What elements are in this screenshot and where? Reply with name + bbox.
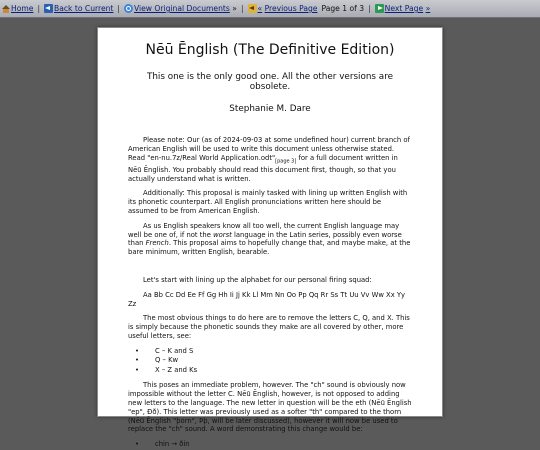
document-title: Nēū Ēnglish (The Definitive Edition) [145,42,395,58]
paragraph-worst [128,222,412,257]
home-link[interactable]: Home [11,4,34,13]
list-item: • chin → ðin [128,440,412,450]
nav-view-original[interactable] [122,4,239,13]
back-to-current-link[interactable]: Back to Current [54,4,114,13]
letter-replacement-list [128,347,412,376]
navigation-bar [0,0,540,18]
page-status: Page 1 of 3 [321,4,365,13]
next-page-suffix[interactable]: » [425,4,431,13]
paragraph-remove-letters: The most obvious things to do here are to remove the letters C, Q, and X. This is simply because the phonetic sounds they make are all covered by other, more useful letters, see: [128,314,410,340]
example-list [128,440,412,450]
paragraph-additionally: Additionally: This proposal is mainly tasked with lining up written English with its phonetic counterpart. All English pronunciations written here should be assumed to be from American English. [128,189,408,215]
document-subtitle: This one is the only good one. All the other versions are obsolete. [146,72,394,92]
view-original-suffix: » [232,4,237,13]
next-page-icon [375,4,384,13]
globe-icon [124,4,133,13]
paragraph-note-text: Please note: Our (as of 2024-09-03 at some undefined hour) current branch of American English will be used to write this document unless otherwise stated. Read "en-nu.7z/Real World Application.odt" [128,136,410,162]
list-item: • C – K and S [128,347,412,357]
paragraph-worst-b: language in the Latin series, possibly even worse than [128,230,402,248]
separator: | [368,4,371,13]
view-original-documents-link[interactable]: View Original Documents [133,4,230,13]
paragraph-worst-c: . This proposal aims to hopefully change that, and maybe make, at the bare minimum, written English, bearable. [128,239,411,257]
previous-page-link[interactable]: Previous Page [264,4,318,13]
list-item: • Q – Kw [128,356,412,366]
paragraph-alphabet-intro: Let's start with lining up the alphabet for our personal firing squad: [143,275,372,284]
nav-home[interactable] [0,4,35,13]
nav-previous[interactable] [246,4,320,13]
paragraph-worst-a: As us English speakers know all too well, the current English language may well be one of, if not the [128,221,400,239]
separator: | [240,4,244,13]
previous-page-prefix[interactable]: « [257,4,263,13]
emphasis-worst: worst [213,230,232,239]
nav-next[interactable] [373,4,433,13]
home-icon [2,5,10,13]
document-page [97,27,443,449]
separator: | [37,4,40,13]
previous-page-icon [248,4,257,13]
nav-back[interactable] [42,4,115,13]
paragraph-eth: This poses an immediate problem, however. The "ch" sound is obviously now impossible without the letter C. Nēū Ēnglish, however, is not opposed to adding new letters to the language. The new letter in question will be the eth (Nēū Ēnglish "ep", Ðð). This letter was previously used as a softer "th" compared to the thorn (Nēū Ēnglish "þorn", Þþ, will be later discussed), however it will now be used to replace the "ch" sound. A word demonstrating this change would be: [128,381,412,434]
alphabet-line: Aa Bb Cc Dd Ee Ff Gg Hh Ii Jj Kk Ll Mm Nn Oo Pp Qq Rr Ss Tt Uu Vv Ww Xx Yy Zz [128,290,406,308]
paragraph-note [128,136,412,183]
back-arrow-icon [44,4,53,13]
paragraph-note-end: for a full document written in Nēū Ēnglish. You probably should read this document first, though, so that you actually understand what is written. [128,153,398,183]
list-item: • X – Z and Ks [128,366,412,376]
next-page-link[interactable]: Next Page [384,4,424,13]
emphasis-french: French [145,239,169,248]
separator: | [117,4,120,13]
document-author: Stephanie M. Dare [229,104,311,114]
page-reference: [page 3] [275,157,297,164]
